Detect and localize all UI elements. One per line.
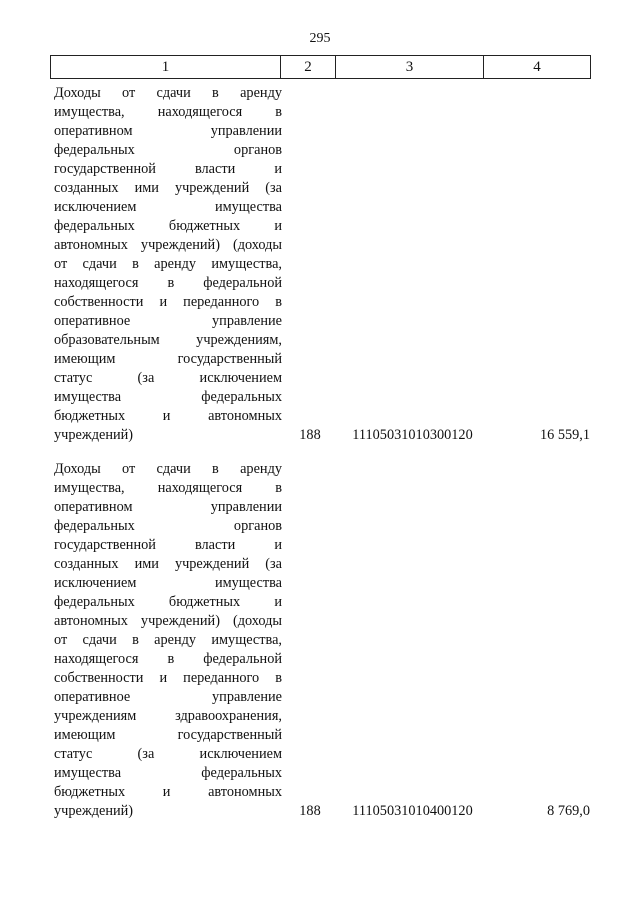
description-line: оперативное управление (54, 313, 282, 329)
column-header-1: 1 (51, 56, 281, 79)
column-header-4: 4 (484, 56, 591, 79)
description-line: учреждениям здравоохранения, (54, 708, 282, 724)
description-line: Доходы от сдачи в аренду (54, 85, 282, 101)
description-line: статус (за исключением (54, 746, 282, 762)
description-line: исключением имущества (54, 199, 282, 215)
description-line: имущества, находящегося в (54, 480, 282, 496)
description-line: бюджетных и автономных (54, 784, 282, 800)
description-line: автономных учреждений) (доходы (54, 237, 282, 253)
description-line: собственности и переданного в (54, 670, 282, 686)
table-row (50, 460, 590, 821)
budget-classification-code: 11105031010300120 (352, 427, 473, 443)
amount-value: 16 559,1 (539, 427, 590, 443)
description-line: от сдачи в аренду имущества, (54, 632, 282, 648)
column-header-2: 2 (281, 56, 336, 79)
description-line: имеющим государственный (54, 727, 282, 743)
description-line: учреждений) (54, 427, 134, 443)
row-description (54, 84, 282, 445)
page-number: 295 (309, 31, 331, 46)
row-description (54, 460, 282, 821)
budget-classification-code: 11105031010400120 (352, 803, 473, 819)
description-line: учреждений) (54, 803, 134, 819)
description-line: Доходы от сдачи в аренду (54, 461, 282, 477)
admin-code: 188 (299, 427, 321, 443)
description-line: автономных учреждений) (доходы (54, 613, 282, 629)
description-line: государственной власти и (54, 537, 282, 553)
description-line: федеральных бюджетных и (54, 218, 282, 234)
description-line: бюджетных и автономных (54, 408, 282, 424)
description-line: исключением имущества (54, 575, 282, 591)
description-line: созданных ими учреждений (за (54, 556, 282, 572)
description-line: оперативное управление (54, 689, 282, 705)
description-line: находящегося в федеральной (54, 275, 282, 291)
column-header-row (51, 56, 591, 79)
description-line: государственной власти и (54, 161, 282, 177)
description-line: статус (за исключением (54, 370, 282, 386)
description-line: федеральных бюджетных и (54, 594, 282, 610)
description-line: имущества федеральных (54, 765, 282, 781)
description-line: имущества, находящегося в (54, 104, 282, 120)
description-line: созданных ими учреждений (за (54, 180, 282, 196)
description-line: федеральных органов (54, 518, 282, 534)
column-header-3: 3 (336, 56, 484, 79)
description-line: оперативном управлении (54, 499, 282, 515)
amount-value: 8 769,0 (547, 803, 590, 819)
table-row (50, 84, 590, 445)
description-line: находящегося в федеральной (54, 651, 282, 667)
description-line: имущества федеральных (54, 389, 282, 405)
admin-code: 188 (299, 803, 321, 819)
description-line: имеющим государственный (54, 351, 282, 367)
description-line: федеральных органов (54, 142, 282, 158)
description-line: собственности и переданного в (54, 294, 282, 310)
description-line: оперативном управлении (54, 123, 282, 139)
description-line: от сдачи в аренду имущества, (54, 256, 282, 272)
description-line: образовательным учреждениям, (54, 332, 282, 348)
column-header-table (50, 55, 591, 79)
